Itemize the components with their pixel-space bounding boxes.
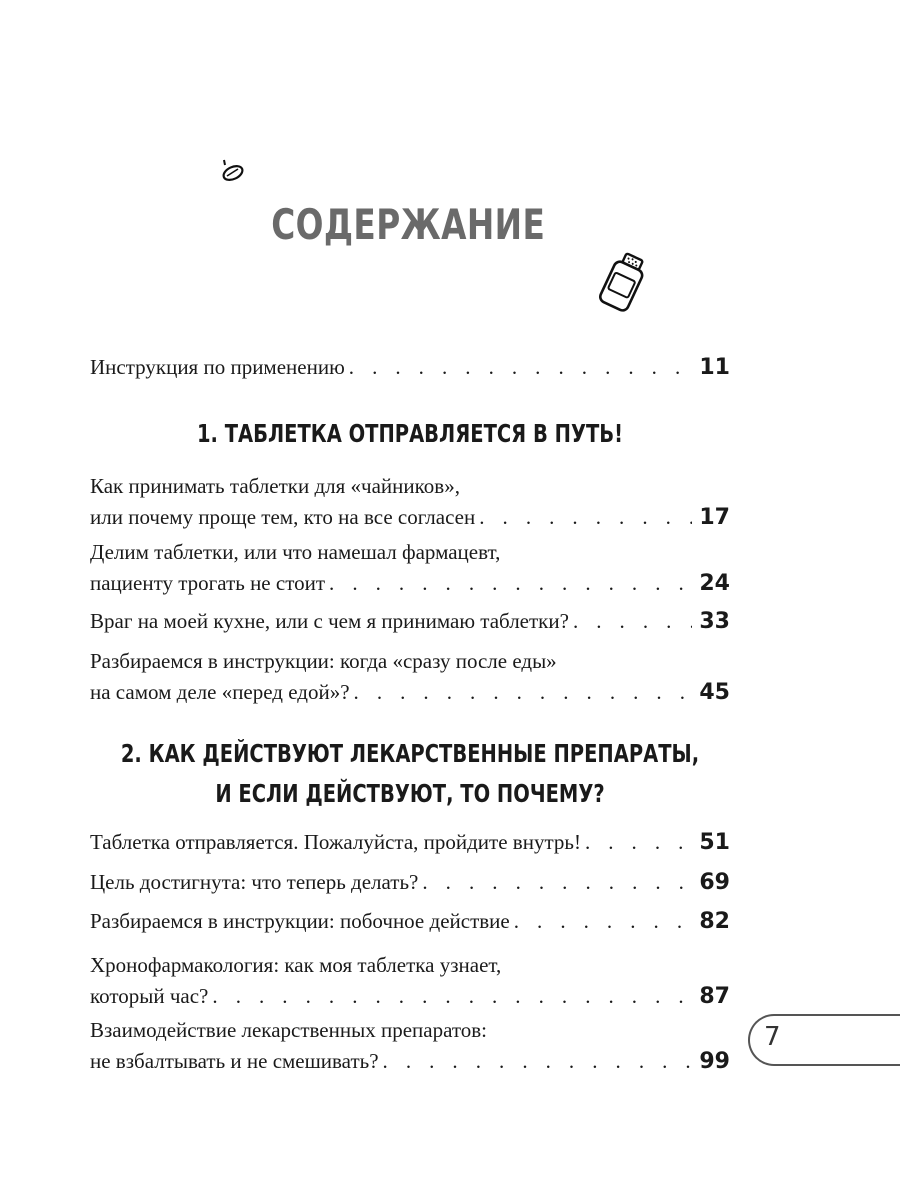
section-title-line: 1. ТАБЛЕТКА ОТПРАВЛЯЕТСЯ В ПУТЬ! bbox=[196, 419, 624, 448]
toc-entry[interactable] bbox=[90, 827, 730, 858]
toc-page-number: 24 bbox=[699, 571, 730, 596]
dot-leader bbox=[479, 502, 692, 533]
toc-entry-intro[interactable] bbox=[90, 352, 730, 383]
toc-entry-last-line bbox=[90, 606, 730, 637]
toc-entry-text: пациенту трогать не стоит bbox=[90, 571, 326, 595]
toc-entry-last-line bbox=[90, 906, 730, 937]
toc-page-number: 99 bbox=[699, 1049, 730, 1074]
toc-entry-text: на самом деле «перед едой»? bbox=[90, 680, 350, 704]
toc-entry[interactable] bbox=[90, 471, 730, 533]
toc-entry-last-line bbox=[90, 827, 730, 858]
dot-leader bbox=[329, 568, 692, 599]
toc-entry[interactable] bbox=[90, 646, 730, 708]
pill-bottle-icon bbox=[592, 250, 652, 314]
toc-entry-last-line bbox=[90, 867, 730, 898]
dot-leader bbox=[212, 981, 692, 1012]
toc-entry[interactable] bbox=[90, 1015, 730, 1077]
toc-entry-text: Делим таблетки, или что намешал фармацевт, bbox=[90, 540, 501, 564]
toc-page-number: 11 bbox=[699, 355, 730, 380]
section-title-line: И ЕСЛИ ДЕЙСТВУЮТ, ТО ПОЧЕМУ? bbox=[215, 779, 605, 808]
section-title-2 bbox=[90, 734, 730, 814]
toc-entry[interactable] bbox=[90, 606, 730, 637]
toc-entry-text: не взбалтывать и не смешивать? bbox=[90, 1049, 379, 1073]
toc-entry-text: Враг на моей кухне, или с чем я принимаю таблетки? bbox=[90, 609, 569, 633]
dot-leader bbox=[383, 1046, 692, 1077]
toc-entry-text: Взаимодействие лекарственных препаратов: bbox=[90, 1018, 488, 1042]
toc-entry[interactable] bbox=[90, 906, 730, 937]
toc-entry-last-line bbox=[90, 677, 730, 708]
toc-entry-text: Таблетка отправляется. Пожалуйста, пройдите внутрь! bbox=[90, 830, 581, 854]
dot-leader bbox=[354, 677, 692, 708]
toc-entry-text: или почему проще тем, кто на все согласен bbox=[90, 505, 476, 529]
toc-entry[interactable] bbox=[90, 537, 730, 599]
section-title-1 bbox=[90, 414, 730, 454]
toc-entry-text: Как принимать таблетки для «чайников», bbox=[90, 474, 460, 498]
toc-entry-last-line bbox=[90, 352, 730, 383]
toc-entry-text: Разбираемся в инструкции: побочное действие bbox=[90, 909, 510, 933]
toc-page-number: 33 bbox=[699, 609, 730, 634]
page-title: СОДЕРЖАНИЕ bbox=[271, 200, 546, 249]
dot-leader bbox=[349, 352, 692, 383]
toc-entry-last-line bbox=[90, 568, 730, 599]
toc-page-number: 82 bbox=[699, 909, 730, 934]
toc-page-number: 45 bbox=[699, 680, 730, 705]
dot-leader bbox=[422, 867, 692, 898]
page-number: 7 bbox=[764, 1022, 781, 1052]
toc-page-number: 17 bbox=[699, 505, 730, 530]
section-title-line: 2. КАК ДЕЙСТВУЮТ ЛЕКАРСТВЕННЫЕ ПРЕПАРАТЫ, bbox=[120, 739, 700, 768]
toc-entry[interactable] bbox=[90, 867, 730, 898]
toc-entry-last-line bbox=[90, 981, 730, 1012]
toc-entry[interactable] bbox=[90, 950, 730, 1012]
dot-leader bbox=[573, 606, 692, 637]
toc-entry-text: который час? bbox=[90, 984, 209, 1008]
toc-entry-text: Цель достигнута: что теперь делать? bbox=[90, 870, 419, 894]
toc-entry-text: Разбираемся в инструкции: когда «сразу после еды» bbox=[90, 649, 557, 673]
toc-entry-text: Хронофармакология: как моя таблетка узнает, bbox=[90, 953, 502, 977]
pill-icon bbox=[218, 156, 246, 184]
toc-page-number: 87 bbox=[699, 984, 730, 1009]
toc-entry-last-line bbox=[90, 502, 730, 533]
dot-leader bbox=[585, 827, 692, 858]
page-number-tab bbox=[748, 1014, 900, 1066]
toc-page-number: 51 bbox=[699, 830, 730, 855]
toc-page-number: 69 bbox=[699, 870, 730, 895]
toc-entry-text: Инструкция по применению bbox=[90, 355, 345, 379]
toc-entry-last-line bbox=[90, 1046, 730, 1077]
dot-leader bbox=[514, 906, 692, 937]
